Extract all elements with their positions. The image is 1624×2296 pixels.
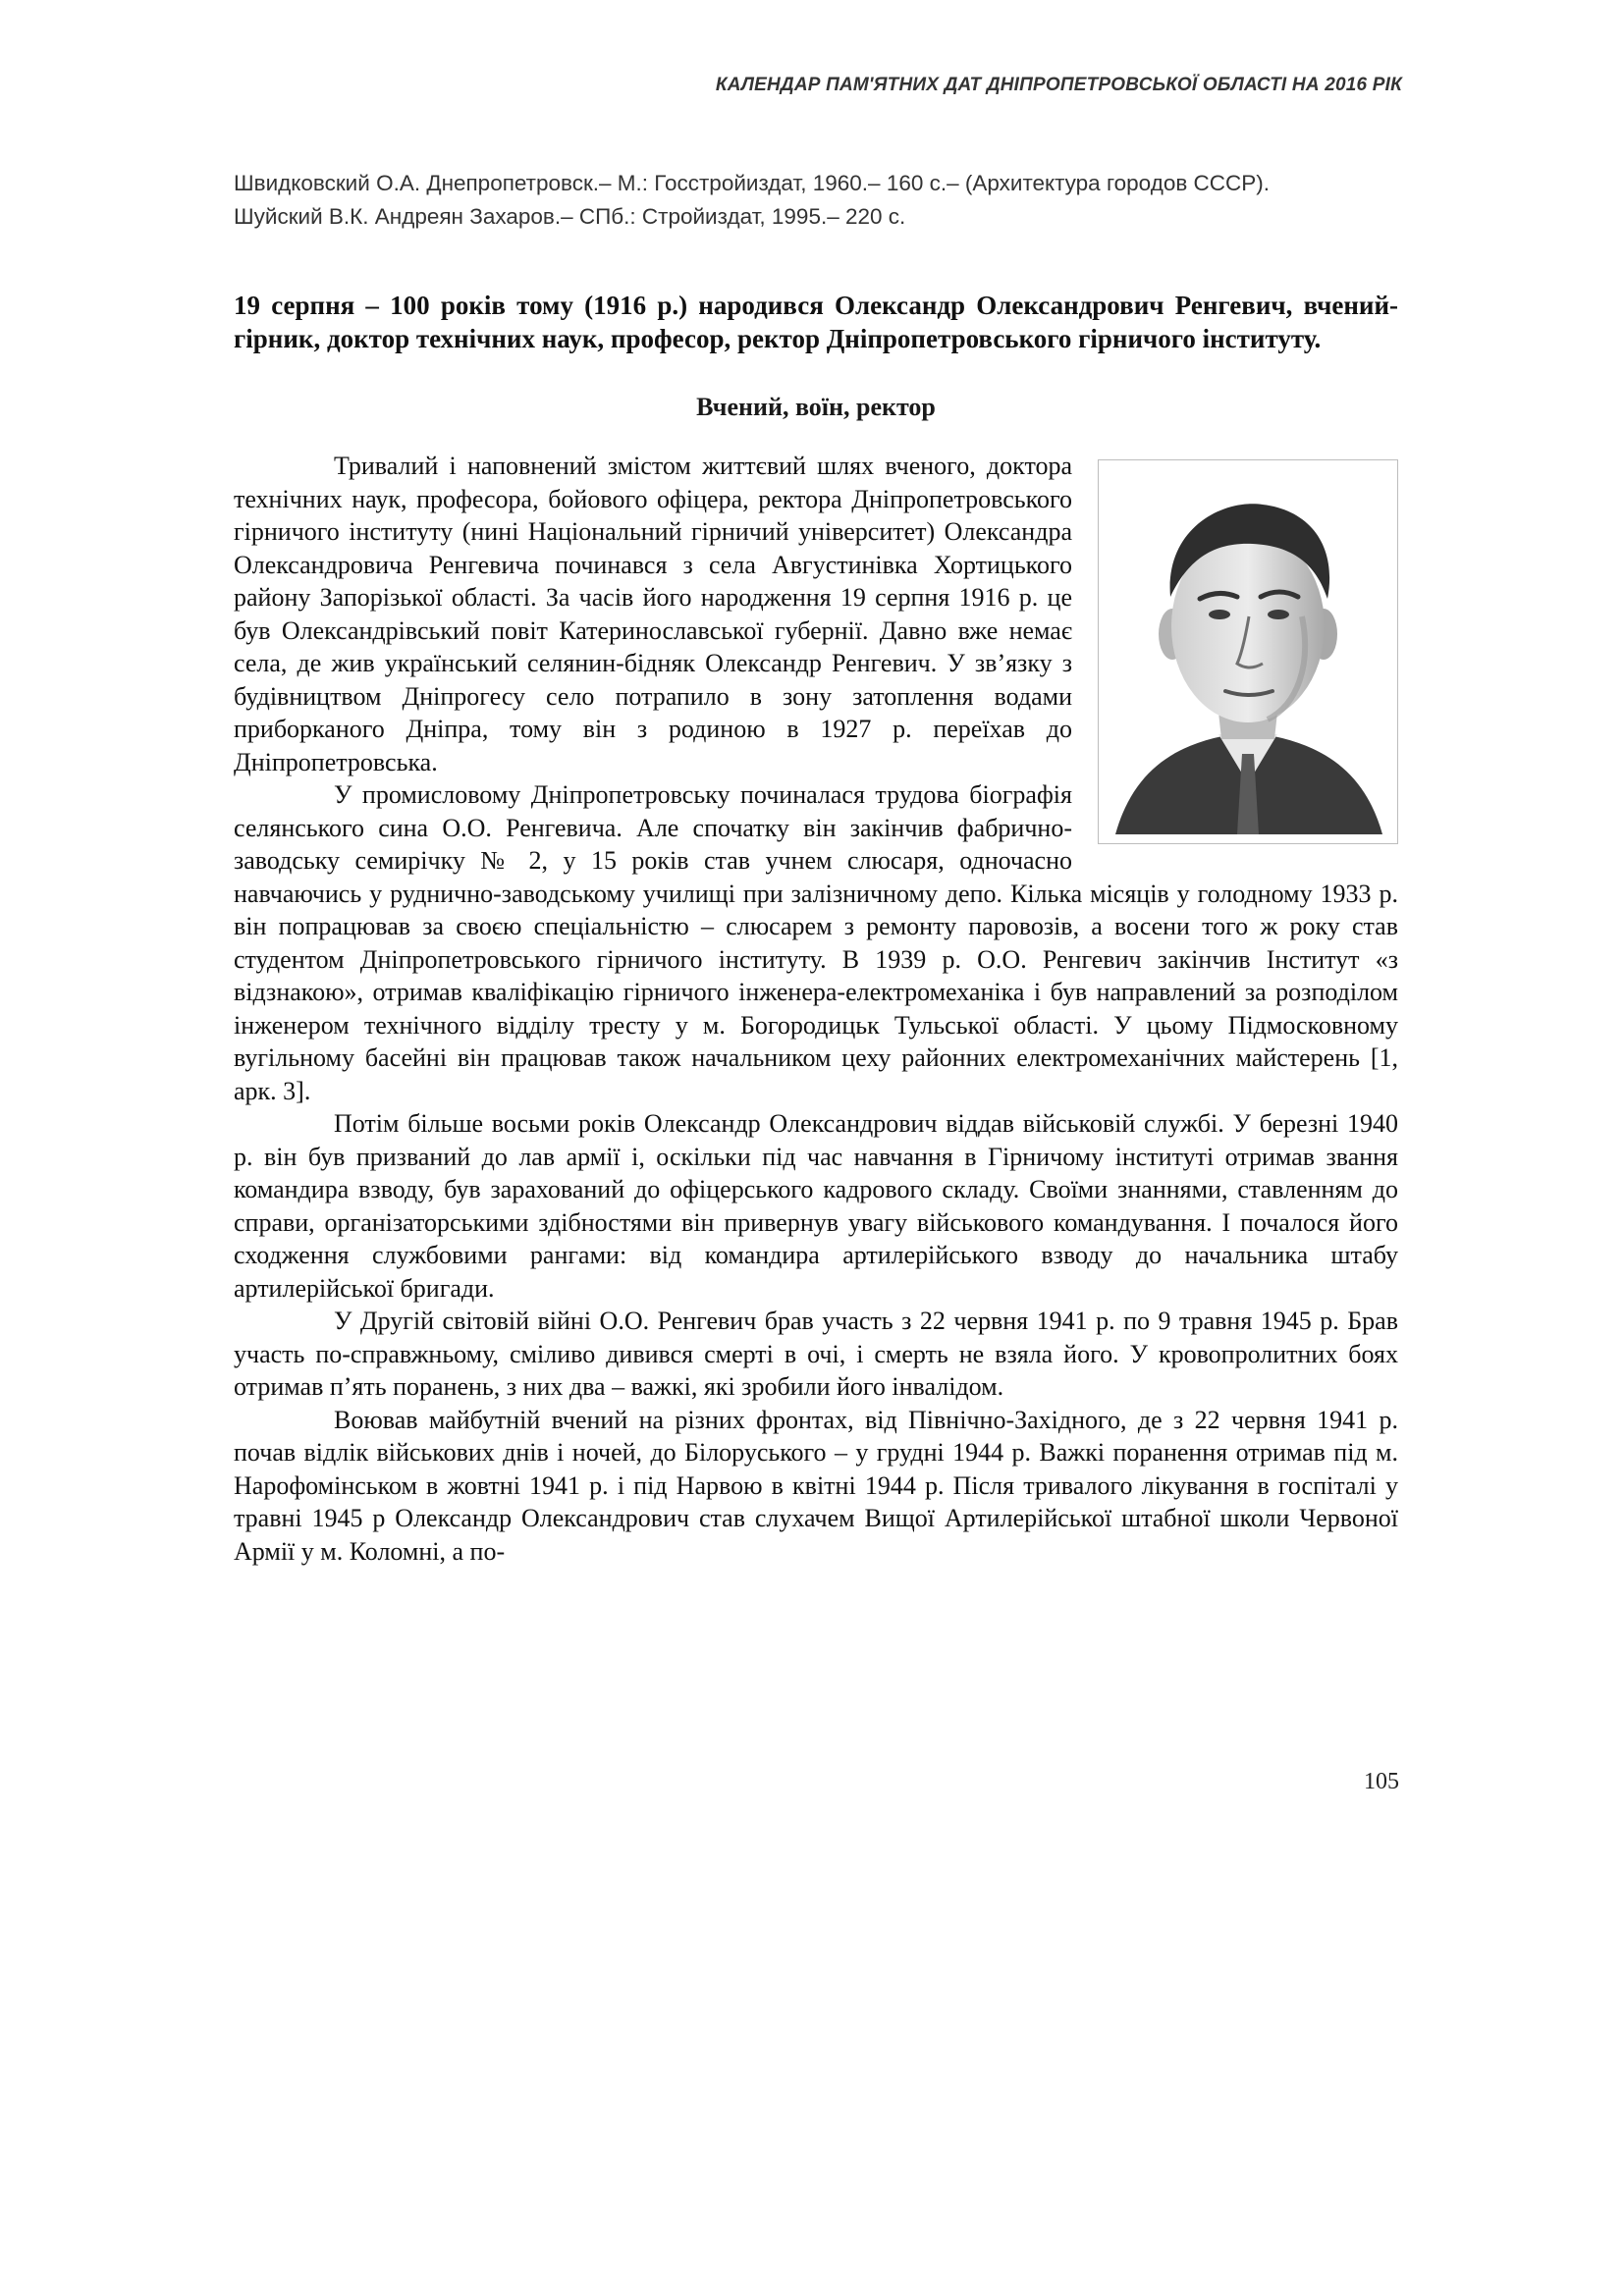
reference-item: Швидковский О.А. Днепропетровск.– М.: Госстройиздат, 1960.– 160 с.– (Архитектура городов СССР). <box>234 171 1271 195</box>
paragraph: У Другій світовій війні О.О. Ренгевич брав участь з 22 червня 1941 р. по 9 травня 1945 р. Брав участь по-справжньому, сміливо дивився смерті в очі, і смерть не взяла його. У кровопролитних боях отримав п’ять поранень, з них два – важкі, які зробили його інвалідом. <box>234 1307 1398 1401</box>
page-number: 105 <box>1364 1769 1399 1794</box>
reference-item: Шуйский В.К. Андреян Захаров.– СПб.: Стройиздат, 1995.– 220 с. <box>234 204 906 229</box>
portrait-photo-icon <box>1106 469 1390 834</box>
paragraph: У промисловому Дніпропетровську починалася трудова біографія селянського сина О.О. Ренгевича. Але спочатку він закінчив фабрично-заводську семирічку № 2, у 15 років став учнем слюсаря, одночасно навчаючись у руднично-заводському училищі при залізничному депо. Кілька місяців у голодному 1933 р. він попрацював за своєю спеціальністю – слюсарем з ремонту паровозів, а восени того ж року став студентом Дніпропетровського гірничого інституту. В 1939 р. О.О. Ренгевич закінчив Інститут «з відзнакою», отримав кваліфікацію гірничого інженера-електромеханіка і був направлений за розподілом інженером технічного відділу тресту у м. Богородицьк Тульської області. У цьому Підмосковному вугільному басейні він працював також начальником цеху районних електромеханічних майстерень [1, арк. 3]. <box>234 780 1398 1105</box>
page-content <box>234 167 1398 1568</box>
portrait-photo <box>1098 459 1398 844</box>
article-body <box>234 450 1398 1568</box>
paragraph: Тривалий і наповнений змістом життєвий шлях вченого, доктора технічних наук, професора, бойового офіцера, ректора Дніпропетровського гірничого інституту (нині Національний гірничий університет) Олександра Олександровича Ренгевича починався з села Августинівка Хортицького району Запорізької області. За часів його народження 19 серпня 1916 р. це був Олександрівський повіт Катеринославської губернії. Давно вже немає села, де жив український селянин-бідняк Олександр Ренгевич. У зв’язку з будівництвом Дніпрогесу село потрапило в зону затоплення водами приборканого Дніпра, тому він з родиною в 1927 р. переїхав до Дніпропетровська. <box>234 452 1072 776</box>
running-header: КАЛЕНДАР ПАМ'ЯТНИХ ДАТ ДНІПРОПЕТРОВСЬКОЇ ОБЛАСТІ НА 2016 РІК <box>715 75 1402 95</box>
anniversary-headline: 19 серпня – 100 років тому (1916 р.) народився Олександр Олександрович Ренгевич, вчений-гірник, доктор технічних наук, професор, ректор Дніпропетровського гірничого інституту. <box>234 291 1398 353</box>
reference-list <box>234 167 1398 234</box>
article-title: Вчений, воїн, ректор <box>696 393 936 421</box>
paragraph: Потім більше восьми років Олександр Олександрович віддав військовій службі. У березні 1940 р. він був призваний до лав армії і, оскільки під час навчання в Гірничому інституті отримав звання командира взводу, був зарахований до офіцерського кадрового складу. Своїми знаннями, ставленням до справи, організаторськими здібностями він привернув увагу військового командування. І почалося його сходження службовими рангами: від командира артилерійського взводу до начальника штабу артилерійської бригади. <box>234 1109 1398 1303</box>
paragraph: Воював майбутній вчений на різних фронтах, від Північно-Західного, де з 22 червня 1941 р. почав відлік військових днів і ночей, до Білоруського – у грудні 1944 р. Важкі поранення отримав під м. Нарофомінськом в жовтні 1941 р. і під Нарвою в квітні 1944 р. Після тривалого лікування в госпіталі у травні 1945 р Олександр Олександрович став слухачем Вищої Артилерійської штабної школи Червоної Армії у м. Коломні, а по- <box>234 1405 1398 1566</box>
